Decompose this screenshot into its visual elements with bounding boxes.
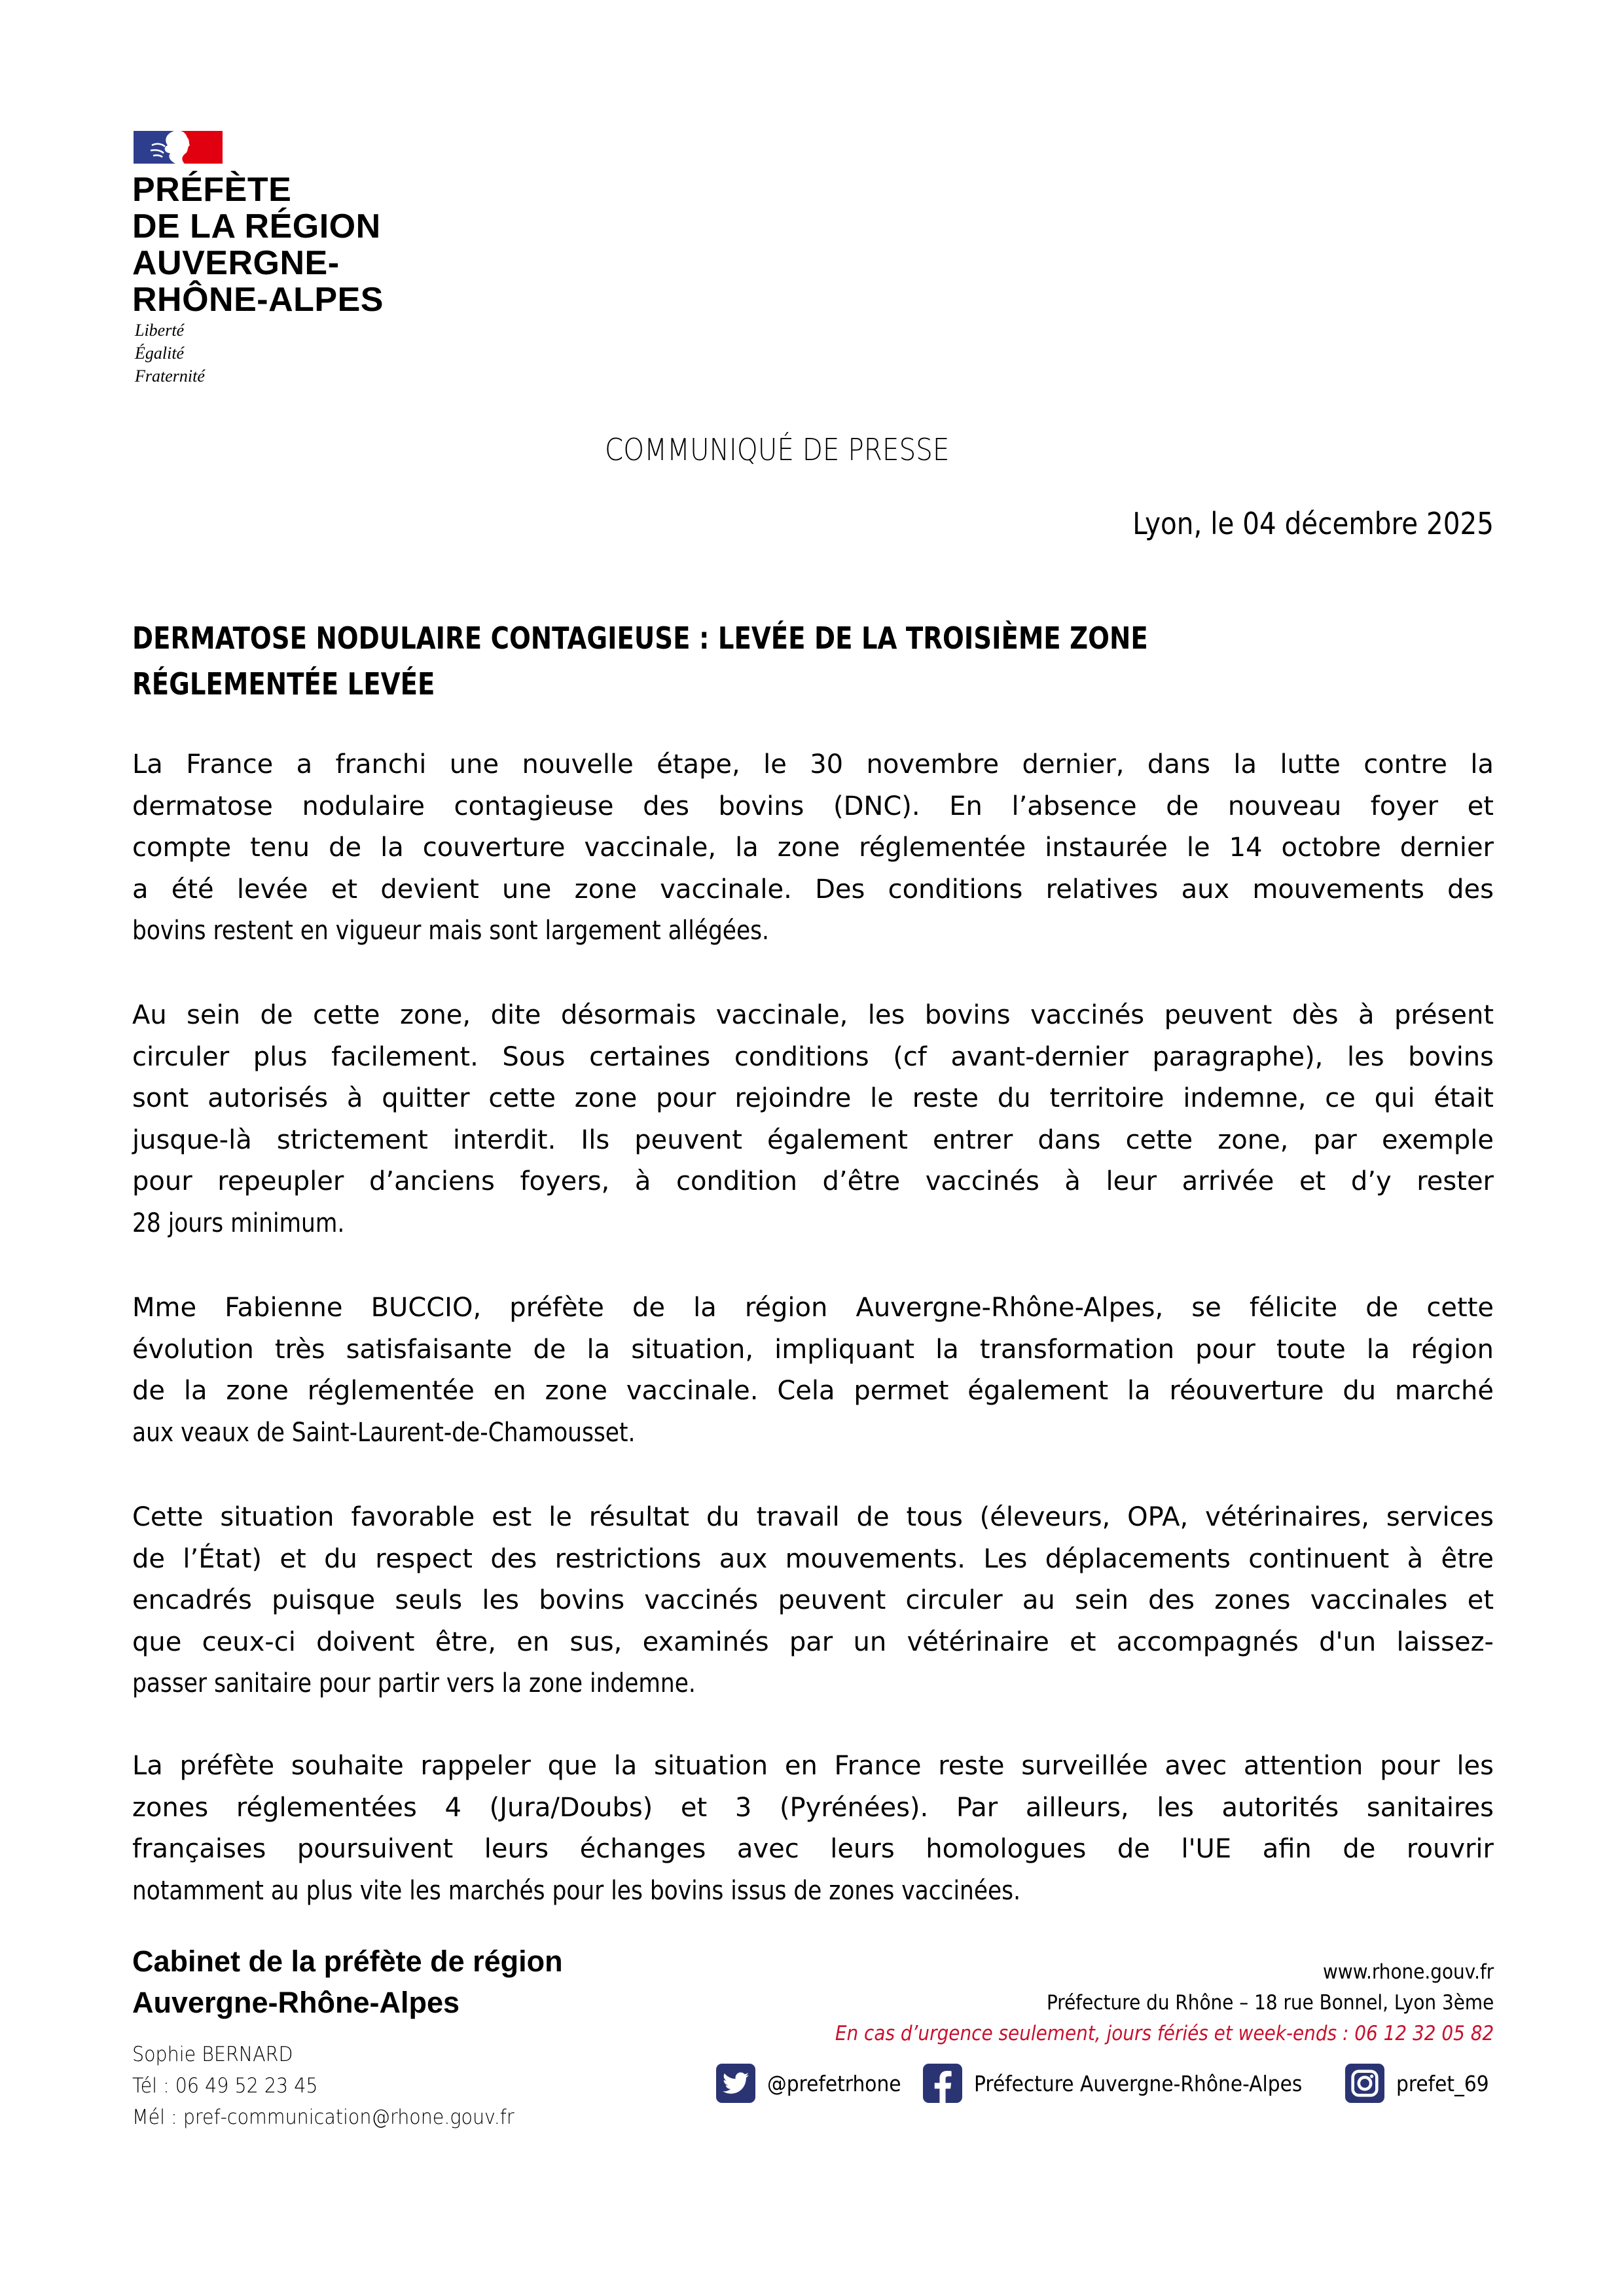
- text-line: La France a franchi une nouvelle étape, le 30 novembre dernier, dans la lutte contre la: [132, 749, 1494, 780]
- text-line: passer sanitaire pour partir vers la zone indemne.: [132, 1668, 696, 1698]
- contact-name: Sophie BERNARD: [132, 2043, 293, 2066]
- place-date: Lyon, le 04 décembre 2025: [1132, 506, 1494, 541]
- logo-title-line: PRÉFÈTE: [132, 171, 292, 209]
- cabinet-signature: [132, 1941, 563, 2023]
- text-line: jusque-là strictement interdit. Ils peuvent également entrer dans cette zone, par exemple: [132, 1124, 1494, 1155]
- title-line: RÉGLEMENTÉE LEVÉE: [132, 666, 435, 702]
- republic-motto: [135, 319, 205, 387]
- motto-fraternite: Fraternité: [135, 367, 205, 386]
- text-line: évolution très satisfaisante de la situation, impliquant la transformation pour toute la région: [132, 1334, 1494, 1365]
- text-line: Cette situation favorable est le résultat du travail de tous (éleveurs, OPA, vétérinaires, services: [132, 1502, 1494, 1532]
- press-contact: [132, 2039, 514, 2133]
- postal-address: Préfecture du Rhône – 18 rue Bonnel, Lyon 3ème: [1046, 1991, 1494, 2015]
- text-line: compte tenu de la couverture vaccinale, la zone réglementée instaurée le 14 octobre dernier: [132, 833, 1494, 863]
- contact-phone: Tél : 06 49 52 23 45: [132, 2074, 318, 2098]
- text-line: encadrés puisque seuls les bovins vaccinés peuvent circuler au sein des zones vaccinales et: [132, 1585, 1494, 1615]
- text-line: Mme Fabienne BUCCIO, préfète de la région Auvergne-Rhône-Alpes, se félicite de cette: [132, 1293, 1494, 1323]
- cabinet-line: Cabinet de la préfète de région: [132, 1945, 563, 1978]
- text-line: bovins restent en vigueur mais sont largement allégées.: [132, 916, 769, 946]
- social-links: [716, 2064, 1494, 2103]
- facebook-icon[interactable]: [923, 2064, 962, 2103]
- text-line: notamment au plus vite les marchés pour les bovins issus de zones vaccinées.: [132, 1875, 1021, 1906]
- document-type-heading: COMMUNIQUÉ DE PRESSE: [605, 432, 950, 467]
- motto-liberte: Liberté: [135, 321, 185, 340]
- text-line: pour repeupler d’anciens foyers, à condition d’être vaccinés à leur arrivée et d’y rester: [132, 1166, 1494, 1196]
- website-link[interactable]: www.rhone.gouv.fr: [1322, 1960, 1494, 1984]
- title-line: DERMATOSE NODULAIRE CONTAGIEUSE : LEVÉE DE LA TROISIÈME ZONE: [132, 620, 1148, 656]
- text-line: a été levée et devient une zone vaccinale. Des conditions relatives aux mouvements des: [132, 874, 1494, 905]
- emergency-phone-notice: En cas d’urgence seulement, jours fériés et week-ends : 06 12 32 05 82: [835, 2022, 1494, 2045]
- text-line: que ceux-ci doivent être, en sus, examinés par un vétérinaire et accompagnés d'un laissez-: [132, 1626, 1494, 1657]
- text-line: aux veaux de Saint-Laurent-de-Chamousset.: [132, 1417, 636, 1448]
- instagram-icon[interactable]: [1345, 2064, 1384, 2103]
- paragraph-1: [132, 744, 1494, 952]
- text-line: dermatose nodulaire contagieuse des bovins (DNC). En l’absence de nouveau foyer et: [132, 791, 1494, 821]
- instagram-handle[interactable]: prefet_69: [1396, 2070, 1489, 2096]
- text-line: zones réglementées 4 (Jura/Doubs) et 3 (Pyrénées). Par ailleurs, les autorités sanitaires: [132, 1792, 1494, 1823]
- logo-title-line: DE LA RÉGION: [132, 207, 381, 245]
- logo-title-line: RHÔNE-ALPES: [132, 281, 384, 319]
- marianne-profile-icon: [134, 131, 223, 164]
- paragraph-4: [132, 1497, 1494, 1705]
- twitter-icon[interactable]: [716, 2064, 755, 2103]
- prefecture-address-block: [835, 1957, 1494, 2049]
- text-line: La préfète souhaite rappeler que la situation en France reste surveillée avec attention pour les: [132, 1751, 1494, 1781]
- republique-francaise-flag-logo: [134, 131, 223, 164]
- prefecture-logo-title: [132, 171, 384, 318]
- text-line: circuler plus facilement. Sous certaines conditions (cf avant-dernier paragraphe), les bovins: [132, 1041, 1494, 1072]
- text-line: françaises poursuivent leurs échanges avec leurs homologues de l'UE afin de rouvrir: [132, 1834, 1494, 1864]
- text-line: de la zone réglementée en zone vaccinale. Cela permet également la réouverture du marché: [132, 1376, 1494, 1406]
- facebook-page-name[interactable]: Préfecture Auvergne-Rhône-Alpes: [973, 2070, 1302, 2096]
- text-line: 28 jours minimum.: [132, 1208, 345, 1238]
- paragraph-2: [132, 995, 1494, 1244]
- paragraph-3: [132, 1287, 1494, 1454]
- logo-title-line: AUVERGNE-: [132, 244, 340, 282]
- text-line: sont autorisés à quitter cette zone pour rejoindre le reste du territoire indemne, ce qui était: [132, 1083, 1494, 1113]
- text-line: de l’État) et du respect des restrictions aux mouvements. Les déplacements continuent à être: [132, 1543, 1494, 1574]
- cabinet-line: Auvergne-Rhône-Alpes: [132, 1986, 460, 2019]
- text-line: Au sein de cette zone, dite désormais vaccinale, les bovins vaccinés peuvent dès à présent: [132, 1000, 1494, 1030]
- twitter-handle[interactable]: @prefetrhone: [767, 2070, 901, 2096]
- paragraph-5: [132, 1746, 1494, 1912]
- motto-egalite: Égalité: [135, 344, 185, 363]
- press-release-title: [132, 615, 1282, 707]
- contact-email[interactable]: Mél : pref-communication@rhone.gouv.fr: [132, 2106, 514, 2129]
